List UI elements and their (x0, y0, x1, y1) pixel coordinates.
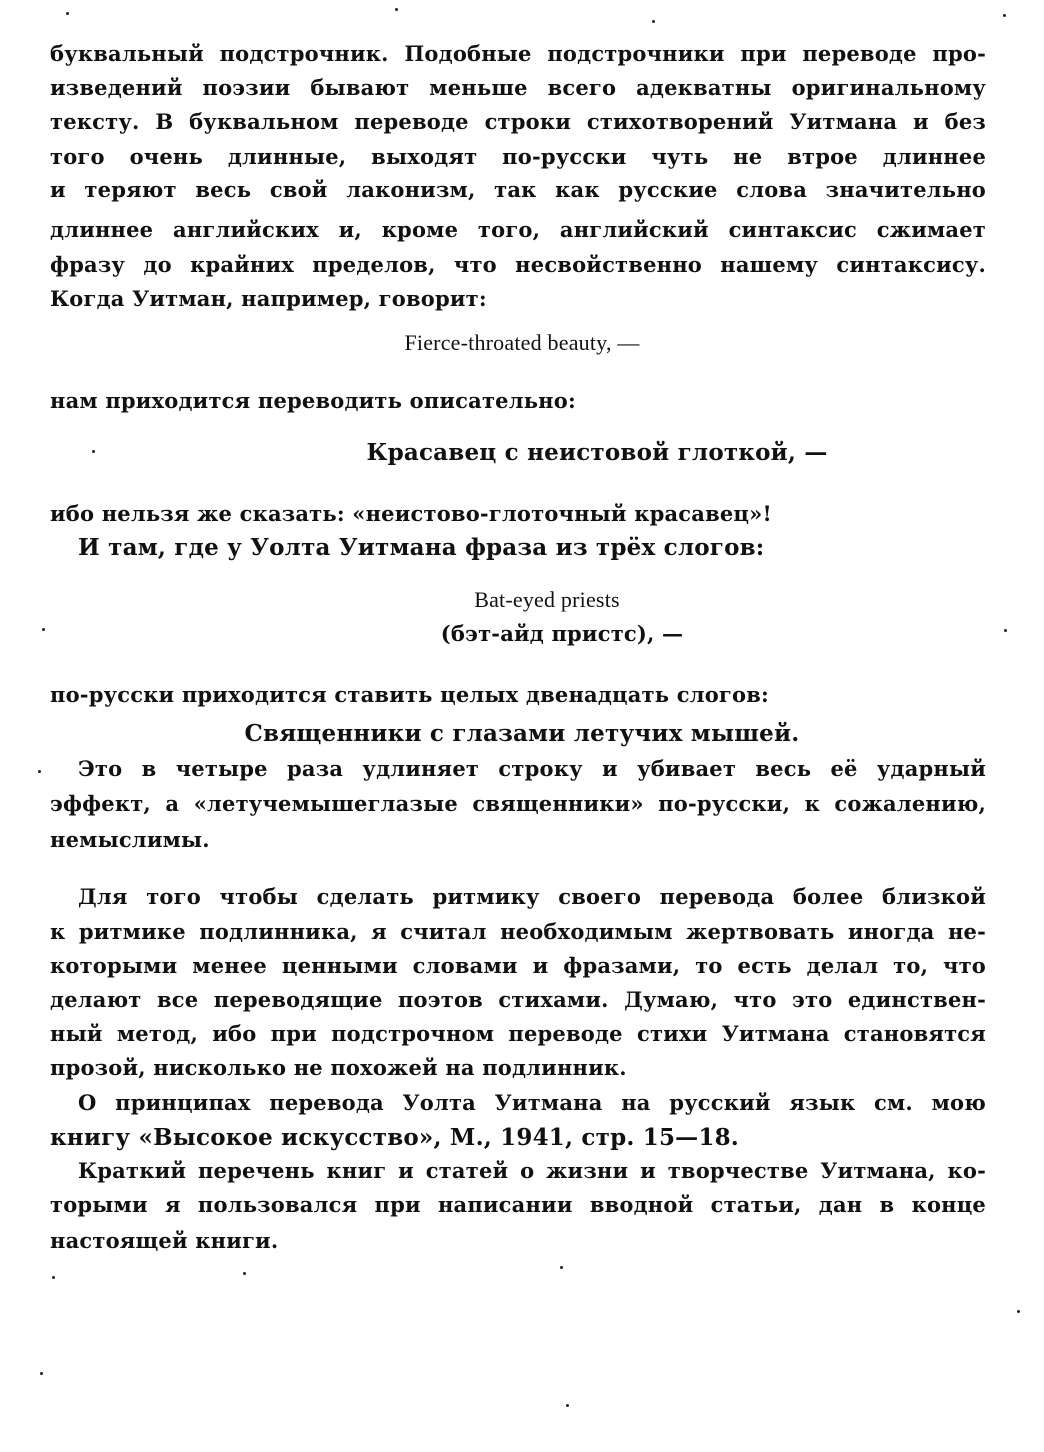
scan-speck (42, 628, 45, 631)
quote-russian: Священники с глазами летучих мышей. (244, 720, 800, 747)
text-line: прозой, нисколько не похожей на подлинник. (50, 1055, 627, 1080)
text-line: изведений поэзии бывают меньше всего адекватны оригинальному (50, 75, 986, 100)
scan-speck (1003, 14, 1006, 17)
scan-speck (560, 1266, 563, 1269)
text-line: ный метод, ибо при подстрочном переводе стихи Уитмана становятся (50, 1021, 986, 1046)
scan-speck (395, 8, 398, 11)
scan-speck (66, 12, 69, 15)
text-line: И там, где у Уолта Уитмана фраза из трёх слогов: (78, 534, 765, 561)
scan-speck (1004, 629, 1007, 632)
scan-speck (1017, 1310, 1020, 1313)
text-line: буквальный подстрочник. Подобные подстрочники при переводе про- (50, 41, 986, 66)
text-line: О принципах перевода Уолта Уитмана на русский язык см. мою (78, 1090, 986, 1115)
text-line: того очень длинные, выходят по-русски чуть не втрое длиннее (50, 144, 986, 169)
text-line: настоящей книги. (50, 1228, 279, 1253)
text-line: Краткий перечень книг и статей о жизни и творчестве Уитмана, ко- (78, 1158, 986, 1183)
quote-english: Bat-eyed priests (474, 587, 620, 612)
text-line: эффект, а «летучемышеглазые священники» по-русски, к сожалению, (50, 791, 986, 816)
scan-speck (38, 770, 41, 773)
scan-speck (92, 450, 95, 453)
text-line: и теряют весь свой лаконизм, так как русские слова значительно (50, 177, 986, 202)
text-line: книгу «Высокое искусство», М., 1941, стр. 15—18. (50, 1124, 739, 1151)
text-line: делают все переводящие поэтов стихами. Думаю, что это единствен- (50, 987, 986, 1012)
text-line: нам приходится переводить описательно: (50, 388, 576, 413)
text-line: тексту. В буквальном переводе строки стихотворений Уитмана и без (50, 109, 986, 134)
scan-speck (566, 1404, 569, 1407)
text-line: фразу до крайних пределов, что несвойственно нашему синтаксису. (50, 252, 986, 277)
text-line: к ритмике подлинника, я считал необходимым жертвовать иногда не- (50, 919, 986, 944)
scan-speck (52, 1276, 55, 1279)
text-line: ибо нельзя же сказать: «неистово-глоточный красавец»! (50, 501, 772, 526)
text-line: которыми менее ценными словами и фразами, то есть делал то, что (50, 953, 986, 978)
text-line: Это в четыре раза удлиняет строку и убивает весь её ударный (78, 756, 986, 781)
scan-speck (652, 20, 655, 23)
quote-russian: Красавец с неистовой глоткой, — (366, 439, 828, 466)
text-line: длиннее английских и, кроме того, английский синтаксис сжимает (50, 217, 986, 242)
scan-speck (40, 1372, 43, 1375)
scan-speck (243, 1272, 246, 1275)
quote-english: Fierce-throated beauty, — (404, 330, 640, 355)
text-line: Для того чтобы сделать ритмику своего перевода более близкой (78, 884, 986, 909)
text-line: торыми я пользовался при написании вводной статьи, дан в конце (50, 1192, 986, 1217)
text-line: Когда Уитман, например, говорит: (50, 286, 487, 311)
text-line: по-русски приходится ставить целых двенадцать слогов: (50, 682, 769, 707)
text-line: немыслимы. (50, 827, 210, 852)
quote-transliteration: (бэт-айд пристс), — (440, 621, 684, 646)
